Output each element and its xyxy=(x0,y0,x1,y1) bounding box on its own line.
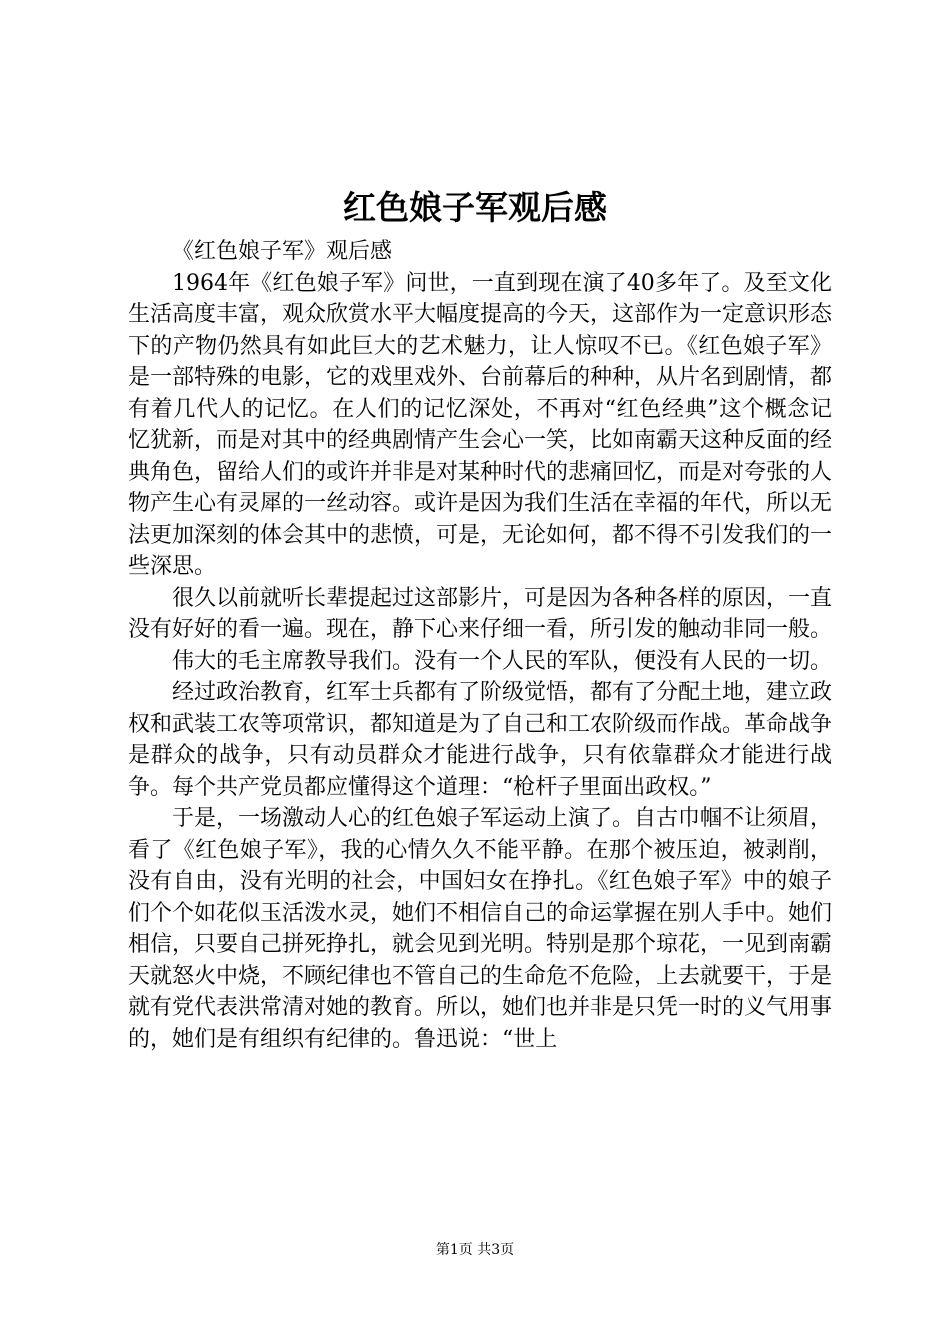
document-subtitle: 《红色娘子军》观后感 xyxy=(172,239,393,264)
paragraph-1: 1964年《红色娘子军》问世，一直到现在演了40多年了。及至文化生活高度丰富，观众欣赏水平大幅度提高的今天，这部作为一定意识形态下的产物仍然具有如此巨大的艺术魅力，让人惊叹不已。《红色娘子军》是一部特殊的电影，它的戏里戏外、台前幕后的种种，从片名到剧情，都有着几代人的记忆。在人们的记忆深处，不再对“红色经典”这个概念记忆犹新，而是对其中的经典剧情产生会心一笑，比如南霸天这种反面的经典角色，留给人们的或许并非是对某种时代的悲痛回忆，而是对夸张的人物产生心有灵犀的一丝动容。或许是因为我们生活在幸福的年代，所以无法更加深刻的体会其中的悲愤，可是，无论如何，都不得不引发我们的一些深思。 xyxy=(128,270,833,579)
paragraph-3: 伟大的毛主席教导我们。没有一个人民的军队，便没有人民的一切。 xyxy=(172,648,833,674)
paragraph-4: 经过政治教育，红军士兵都有了阶级觉悟，都有了分配土地，建立政权和武装工农等项常识，都知道是为了自己和工农阶级而作战。革命战争是群众的战争，只有动员群众才能进行战争，只有依靠群众才能进行战争。每个共产党员都应懂得这个道理：“枪杆子里面出政权。” xyxy=(128,680,833,800)
page-footer: 第1页 共3页 xyxy=(435,1242,515,1258)
paragraph-5: 于是，一场激动人心的红色娘子军运动上演了。自古巾帼不让须眉，看了《红色娘子军》，我的心情久久不能平静。在那个被压迫，被剥削，没有自由，没有光明的社会，中国妇女在挣扎。《红色娘子军》中的娘子们个个如花似玉活泼水灵，她们不相信自己的命运掌握在别人手中。她们相信，只要自己拼死挣扎，就会见到光明。特别是那个琼花，一见到南霸天就怒火中烧，不顾纪律也不管自己的生命危不危险，上去就要干，于是就有党代表洪常清对她的教育。所以，她们也并非是只凭一时的义气用事的，她们是有组织有纪律的。鲁迅说：“世上 xyxy=(128,806,833,1052)
document-body xyxy=(128,236,832,1055)
paragraph-2: 很久以前就听长辈提起过这部影片，可是因为各种各样的原因，一直没有好好的看一遍。现在，静下心来仔细一看，所引发的触动非同一般。 xyxy=(128,585,833,642)
document-title: 红色娘子军观后感 xyxy=(343,188,607,227)
